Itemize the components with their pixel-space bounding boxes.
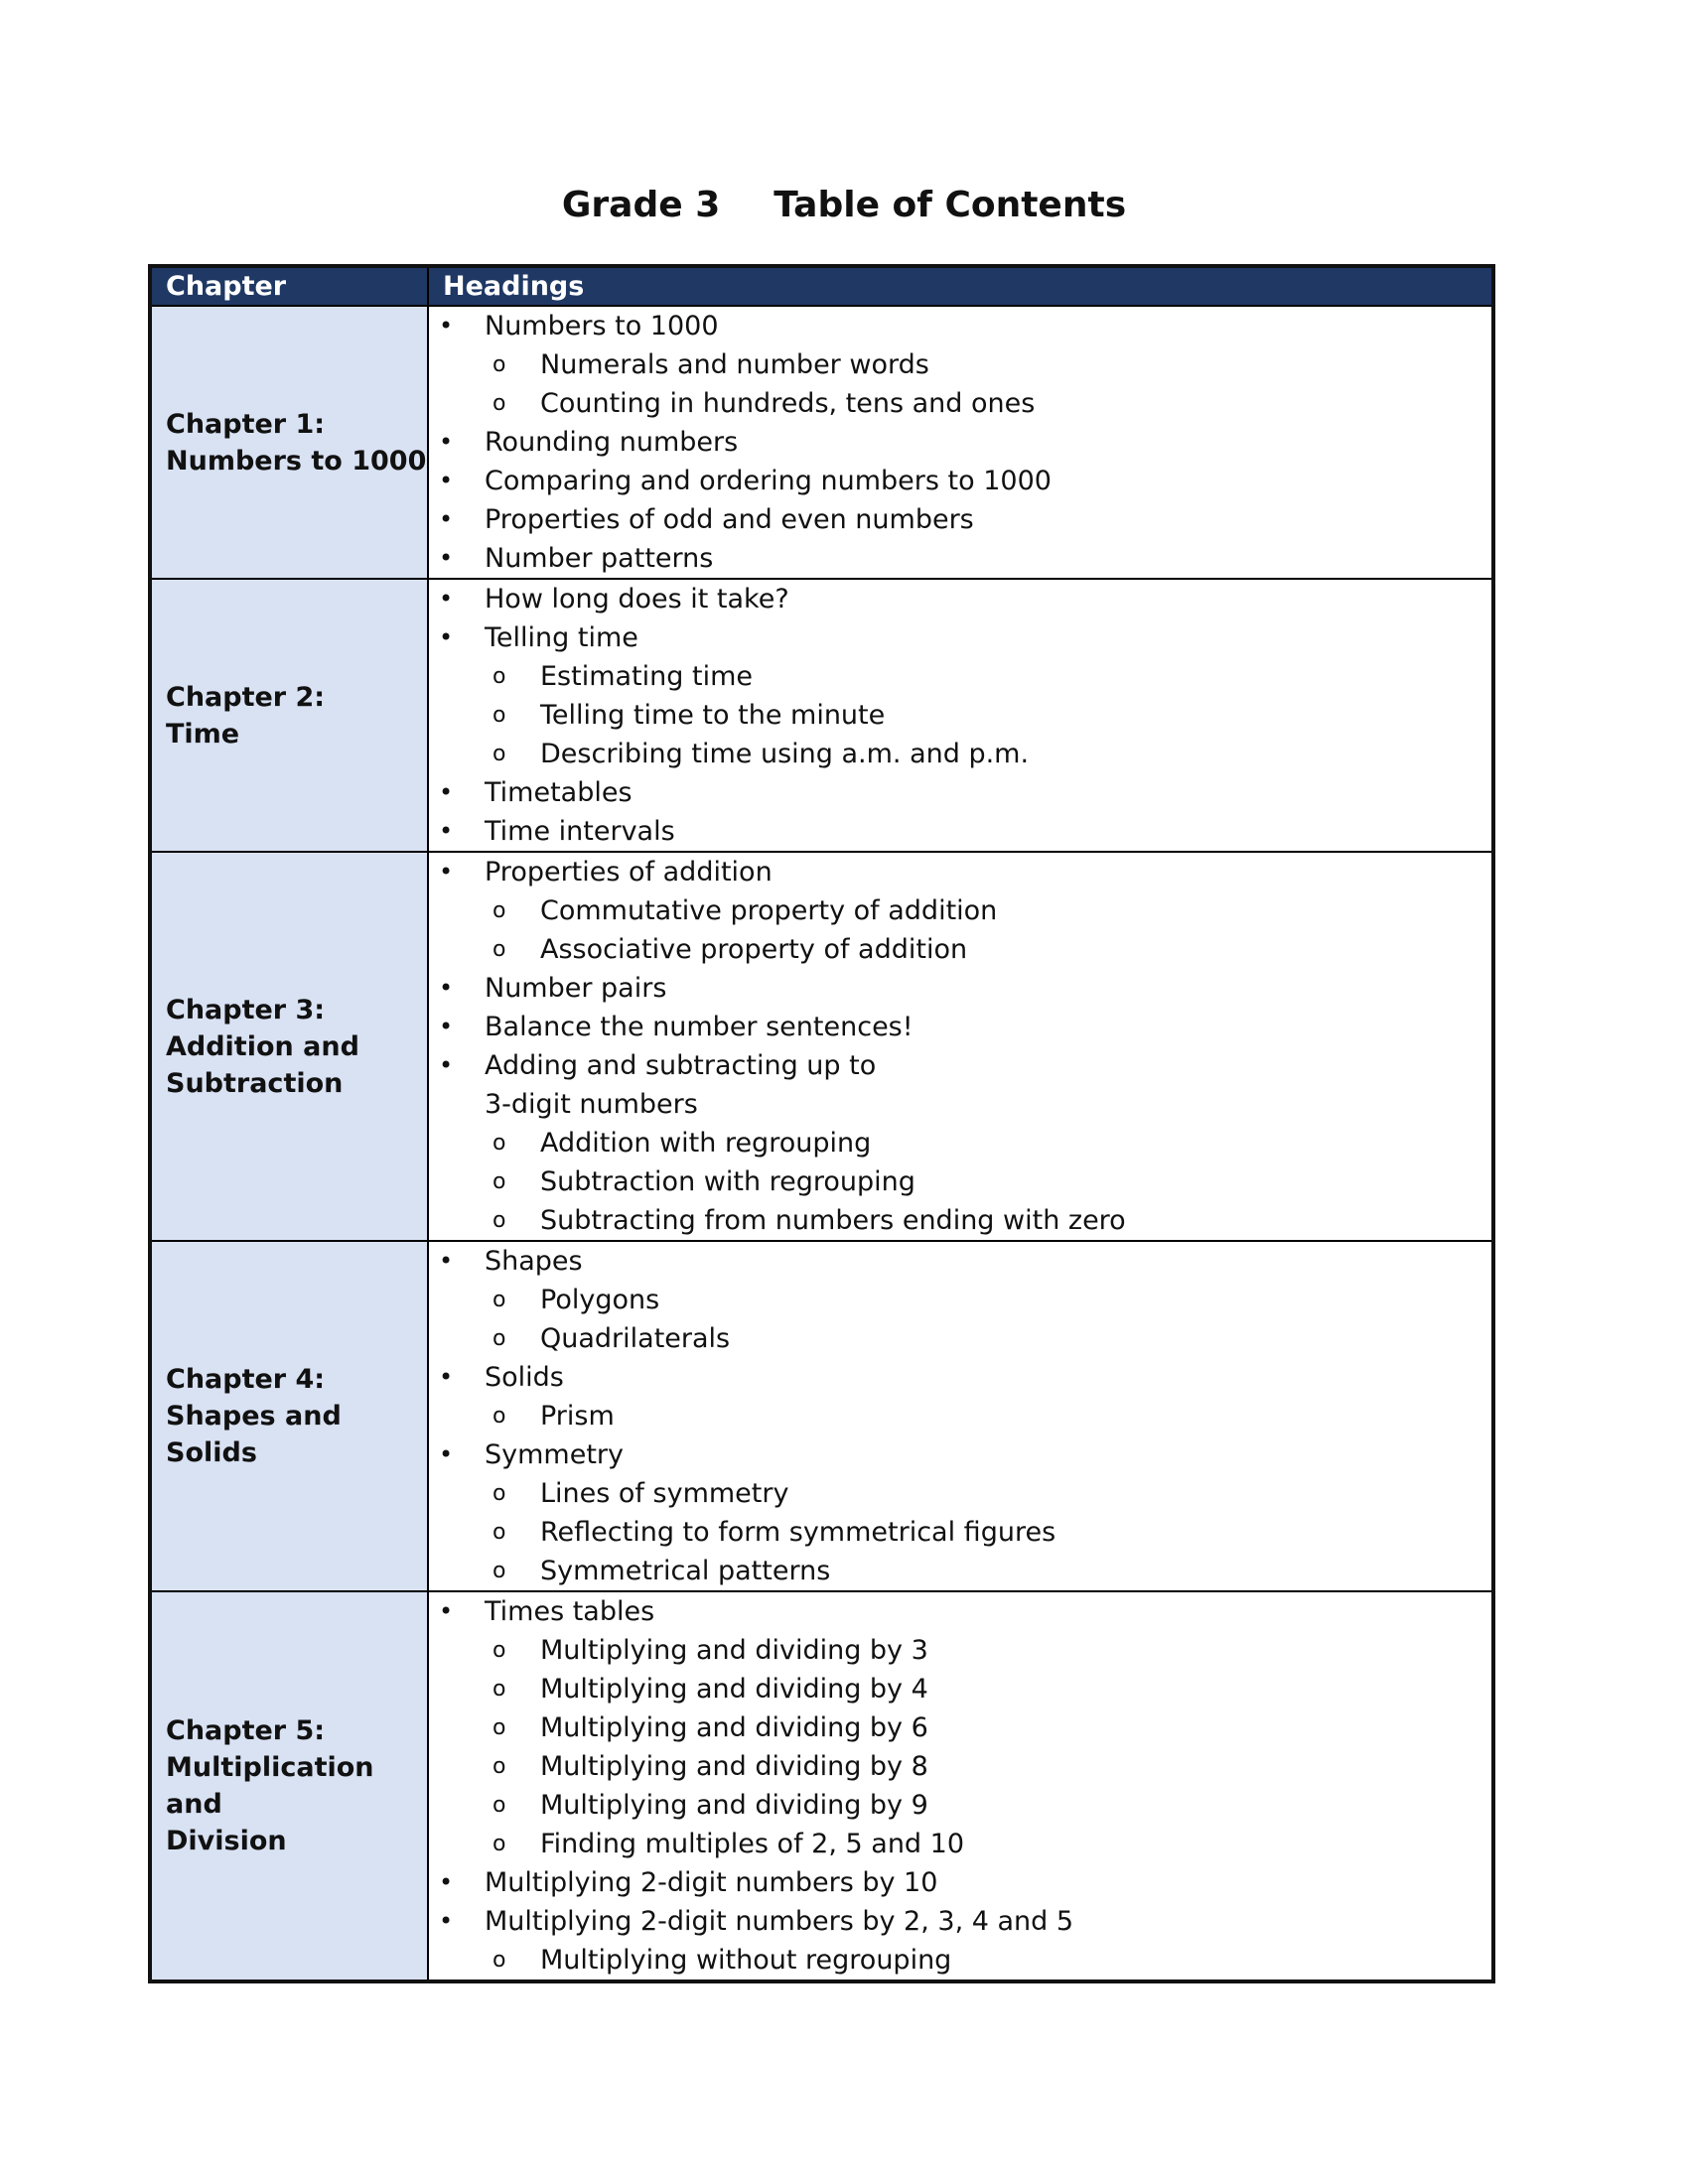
sub-heading-item (429, 1319, 1491, 1358)
heading-item (429, 1358, 1491, 1397)
bullet-icon: • (439, 1597, 454, 1625)
chapter-row (150, 306, 1493, 579)
heading-text: Multiplying and dividing by 4 (540, 1674, 928, 1705)
chapter-title-line: Numbers to 1000 (166, 445, 427, 477)
chapter-column-header: Chapter (150, 266, 428, 306)
sub-bullet-icon: o (492, 1559, 506, 1583)
heading-text: Multiplying and dividing by 3 (540, 1635, 928, 1666)
chapter-title-line: Shapes and Solids (166, 1401, 342, 1468)
heading-text: Solids (485, 1362, 564, 1393)
heading-item (429, 1085, 1491, 1124)
sub-heading-item (429, 1162, 1491, 1201)
sub-heading-item (429, 1124, 1491, 1162)
bullet-icon: • (439, 974, 454, 1002)
headings-cell (428, 306, 1493, 579)
sub-bullet-icon: o (492, 898, 506, 923)
chapter-title-line: Time (166, 718, 240, 750)
chapter-cell (150, 306, 428, 579)
bullet-icon: • (439, 623, 454, 651)
heading-item (429, 853, 1491, 891)
sub-bullet-icon: o (492, 937, 506, 962)
bullet-icon: • (439, 1363, 454, 1391)
heading-text: Symmetry (485, 1439, 624, 1470)
sub-bullet-icon: o (492, 1948, 506, 1973)
chapter-row (150, 1591, 1493, 1981)
bullet-icon: • (439, 505, 454, 533)
sub-heading-item (429, 1825, 1491, 1863)
heading-text: Subtracting from numbers ending with zero (540, 1205, 1126, 1236)
chapter-title-line: Chapter 5: (166, 1715, 326, 1746)
bullet-icon: • (439, 585, 454, 613)
heading-text: Multiplying 2-digit numbers by 10 (485, 1867, 938, 1898)
chapter-row (150, 579, 1493, 852)
sub-heading-item (429, 930, 1491, 969)
toc-table (148, 264, 1495, 1983)
grade-label: Grade 3 (561, 185, 721, 225)
heading-text: Lines of symmetry (540, 1478, 789, 1509)
chapter-cell (150, 852, 428, 1241)
bullet-icon: • (439, 428, 454, 456)
page-title (0, 185, 1688, 225)
sub-heading-item (429, 1281, 1491, 1319)
sub-bullet-icon: o (492, 1326, 506, 1351)
bullet-icon: • (439, 858, 454, 886)
sub-bullet-icon: o (492, 1832, 506, 1856)
chapter-title-line: Division (166, 1826, 287, 1856)
heading-text: Properties of addition (485, 857, 773, 887)
heading-text: Quadrilaterals (540, 1323, 731, 1354)
chapter-cell (150, 1591, 428, 1981)
bullet-icon: • (439, 544, 454, 572)
heading-text: Prism (540, 1401, 615, 1432)
bullet-icon: • (439, 1868, 454, 1896)
heading-item (429, 618, 1491, 657)
bullet-icon: • (439, 1013, 454, 1040)
sub-heading-item (429, 891, 1491, 930)
sub-bullet-icon: o (492, 1677, 506, 1702)
heading-item (429, 500, 1491, 539)
heading-text: How long does it take? (485, 584, 789, 614)
heading-text: Counting in hundreds, tens and ones (540, 388, 1036, 419)
sub-bullet-icon: o (492, 1208, 506, 1233)
heading-item (429, 969, 1491, 1008)
heading-text: Reflecting to form symmetrical figures (540, 1517, 1056, 1548)
heading-text: Telling time (485, 622, 638, 653)
heading-item (429, 1008, 1491, 1046)
chapter-row (150, 852, 1493, 1241)
header-row (150, 266, 1493, 306)
sub-heading-item (429, 1941, 1491, 1979)
heading-text: Estimating time (540, 661, 753, 692)
sub-bullet-icon: o (492, 703, 506, 728)
bullet-icon: • (439, 1247, 454, 1275)
sub-heading-item (429, 735, 1491, 773)
chapter-title-line: Chapter 1: (166, 408, 326, 440)
bullet-icon: • (439, 1440, 454, 1468)
sub-heading-item (429, 1786, 1491, 1825)
sub-bullet-icon: o (492, 1638, 506, 1663)
sub-bullet-icon: o (492, 1754, 506, 1779)
sub-heading-item (429, 1631, 1491, 1670)
heading-text: Number patterns (485, 543, 714, 574)
sub-bullet-icon: o (492, 1169, 506, 1194)
heading-text: Comparing and ordering numbers to 1000 (485, 466, 1052, 496)
bullet-icon: • (439, 312, 454, 340)
heading-text: Balance the number sentences! (485, 1012, 914, 1042)
heading-text: Multiplying without regrouping (540, 1945, 952, 1976)
heading-text: Numerals and number words (540, 349, 929, 380)
heading-text: Describing time using a.m. and p.m. (540, 739, 1030, 769)
sub-heading-item (429, 1670, 1491, 1708)
sub-bullet-icon: o (492, 664, 506, 689)
sub-heading-item (429, 1397, 1491, 1435)
heading-text: Symmetrical patterns (540, 1556, 831, 1586)
sub-heading-item (429, 1708, 1491, 1747)
heading-item (429, 1863, 1491, 1902)
heading-item (429, 539, 1491, 578)
chapter-title-line: Subtraction (166, 1067, 344, 1099)
heading-text: Polygons (540, 1285, 660, 1315)
heading-text: Finding multiples of 2, 5 and 10 (540, 1829, 965, 1859)
sub-heading-item (429, 1201, 1491, 1240)
sub-bullet-icon: o (492, 352, 506, 377)
sub-bullet-icon: o (492, 1288, 506, 1312)
headings-cell (428, 852, 1493, 1241)
chapter-cell (150, 1241, 428, 1591)
sub-bullet-icon: o (492, 1404, 506, 1429)
heading-text: Rounding numbers (485, 427, 739, 458)
sub-bullet-icon: o (492, 1131, 506, 1156)
heading-item (429, 1242, 1491, 1281)
heading-text: Numbers to 1000 (485, 311, 719, 341)
bullet-icon: • (439, 1051, 454, 1079)
heading-text: Multiplying 2-digit numbers by 2, 3, 4 and 5 (485, 1906, 1074, 1937)
heading-text: Commutative property of addition (540, 895, 998, 926)
sub-heading-item (429, 1474, 1491, 1513)
heading-item (429, 812, 1491, 851)
toc-body (150, 306, 1493, 1981)
chapter-cell (150, 579, 428, 852)
chapter-title-line: Addition and (166, 1030, 359, 1062)
chapter-title-line: Chapter 2: (166, 681, 326, 713)
sub-bullet-icon: o (492, 1715, 506, 1740)
heading-text: Properties of odd and even numbers (485, 504, 974, 535)
heading-text: Timetables (485, 777, 633, 808)
sub-heading-item (429, 1747, 1491, 1786)
heading-item (429, 1592, 1491, 1631)
heading-text: Shapes (485, 1246, 583, 1277)
sub-bullet-icon: o (492, 391, 506, 416)
heading-text: Times tables (485, 1596, 655, 1627)
heading-item (429, 1902, 1491, 1941)
headings-column-header: Headings (428, 266, 1493, 306)
bullet-icon: • (439, 817, 454, 845)
sub-bullet-icon: o (492, 742, 506, 766)
heading-item (429, 462, 1491, 500)
heading-text: Number pairs (485, 973, 667, 1004)
heading-item (429, 1435, 1491, 1474)
heading-item (429, 773, 1491, 812)
sub-heading-item (429, 1513, 1491, 1552)
heading-item (429, 1046, 1491, 1085)
sub-heading-item (429, 1552, 1491, 1590)
toc-title: Table of Contents (774, 185, 1127, 225)
headings-cell (428, 1241, 1493, 1591)
sub-heading-item (429, 696, 1491, 735)
bullet-icon: • (439, 1907, 454, 1935)
headings-cell (428, 579, 1493, 852)
heading-text: Adding and subtracting up to (485, 1050, 877, 1081)
heading-text: Associative property of addition (540, 934, 968, 965)
sub-heading-item (429, 345, 1491, 384)
heading-text: 3-digit numbers (485, 1089, 698, 1120)
heading-item (429, 580, 1491, 618)
heading-text: Multiplying and dividing by 8 (540, 1751, 928, 1782)
sub-heading-item (429, 657, 1491, 696)
headings-cell (428, 1591, 1493, 1981)
heading-item (429, 307, 1491, 345)
sub-heading-item (429, 384, 1491, 423)
heading-item (429, 423, 1491, 462)
heading-text: Multiplying and dividing by 6 (540, 1712, 928, 1743)
chapter-title-line: Multiplication and (166, 1752, 374, 1820)
sub-bullet-icon: o (492, 1481, 506, 1506)
heading-text: Time intervals (485, 816, 675, 847)
heading-text: Addition with regrouping (540, 1128, 872, 1159)
chapter-title-line: Chapter 3: (166, 994, 326, 1025)
bullet-icon: • (439, 778, 454, 806)
bullet-icon: • (439, 467, 454, 494)
heading-text: Multiplying and dividing by 9 (540, 1790, 928, 1821)
chapter-row (150, 1241, 1493, 1591)
sub-bullet-icon: o (492, 1793, 506, 1818)
chapter-title-line: Chapter 4: (166, 1364, 326, 1395)
sub-bullet-icon: o (492, 1520, 506, 1545)
heading-text: Telling time to the minute (540, 700, 886, 731)
heading-text: Subtraction with regrouping (540, 1166, 915, 1197)
